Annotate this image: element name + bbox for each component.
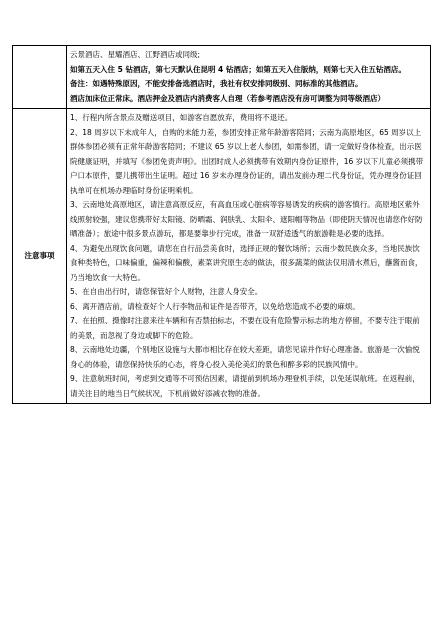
hotel-row-label (13, 46, 67, 109)
note-item-3: 3、云南地处高原地区，请注意高原反应，有高血压或心脏病等容易诱发的疾病的游客慎行。高原地区紫外线照射较强，建议您携带好太阳镜、防晒霜、润肤乳、太阳伞、遮阳帽等物品（即使阴天情况也请您作好防晒准备）；旅途中很多景点游玩，都是要靠步行完成，准备一双舒适透气的旅游鞋是必要的选择。 (70, 200, 423, 238)
hotel-line-4: 酒店加床位正常床。酒店押金及酒店内消费客人自理（若参考酒店没有房可调整为同等级酒店） (70, 93, 385, 103)
notes-row (13, 109, 431, 404)
note-item-8: 8、云南地处边疆，个别地区设施与大都市相比存在较大差距，请您见谅并作好心理准备。旅游是一次愉悦身心的体验，请您保持快乐的心态，将身心投入美伦美幻的景色和醉多彩的民族风情中。 (70, 345, 420, 369)
itinerary-table (12, 45, 431, 404)
hotel-line-2: 如第五天入住 5 钻酒店，第七天默认住昆明 4 钻酒店；如第五天入住版纳，则第七天入住五钻酒店。 (70, 64, 406, 74)
hotel-line-3: 备注：如遇特殊原因，不能安排备选酒店时，我社有权安排同级别、同标准的其他酒店。 (70, 79, 363, 88)
notes-row-content (67, 109, 431, 404)
note-item-9: 9、注意航班时间，考虑到交通等不可预估因素，请提前到机场办理登机手续，以免延误航班。在返程前，请关注目的地当日气候状况，下机前做好添减衣物的准备。 (70, 374, 420, 398)
hotel-row (13, 46, 431, 109)
note-item-1: 1、行程内所含景点及赠送项目，如游客自愿放弃，费用将不退还。 (70, 113, 293, 122)
hotel-line-1: 云景酒店、星耀酒店、江野酒店或同级; (70, 50, 201, 59)
note-item-7: 7、在拍照、摄像时注意来往车辆和有否禁拍标志，不要在设有危险警示标志的地方停留，不要专注于眼前的美景，而忽视了身边或脚下的危险。 (70, 316, 420, 340)
notes-row-label: 注意事项 (13, 109, 67, 404)
note-item-6: 6、离开酒店前，请检查好个人行李物品和证件是否带齐，以免给您造成不必要的麻烦。 (70, 301, 360, 311)
note-item-2: 2、18 周岁以下未成年人，自购的未能力差，参团安排正常年龄游客陪同；云南为高原地区，65 周岁以上群体参团必须有正常年龄游客陪同；不建议 65 岁以上老人参团，如需参团，请一定做好身体检查，出示医院健康证明，并填写《参团免责声明》。出团时成人必须携带有效期内身份证原件，16 岁以下儿童必须携带户口本原件，婴儿携带出生证明。超过 16 岁未办理身份证的，请出发前办理二代身份证，凭办理身份证回执单可在机场办理临时身份证明乘机。 (70, 127, 424, 195)
note-item-4: 4、为避免出现饮食问题，请您在自行品尝美食时，选择正规的餐饮场所；云南少数民族众多，当地民族饮食种类特色，口味偏重，偏辣和偏酸，素菜讲究原生态的做法，很多蔬菜的做法仅用清水煮后，蘸酱而食，乃当地饮食一大特色。 (70, 243, 423, 282)
note-item-5: 5、在自由出行时，请您保管好个人财物，注意人身安全。 (70, 287, 263, 296)
hotel-row-content (67, 46, 431, 109)
